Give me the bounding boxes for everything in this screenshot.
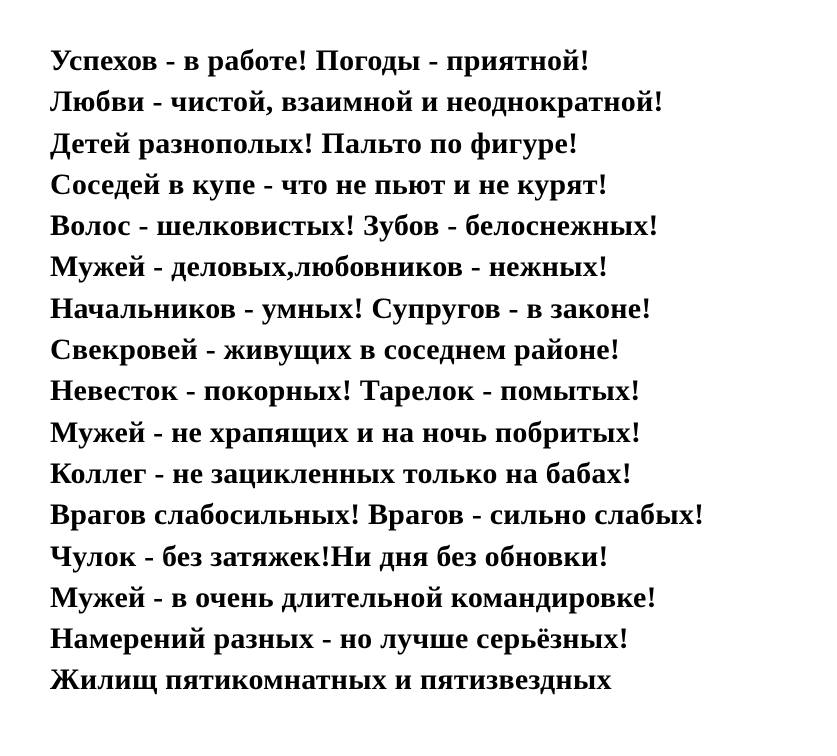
poem-line: Невесток - покорных! Тарелок - помытых! <box>50 374 641 408</box>
poem-line: Свекровей - живущих в соседнем районе! <box>50 333 621 367</box>
poem-line: Волос - шелковистых! Зубов - белоснежных! <box>50 209 659 243</box>
poem-line: Жилищ пятикомнатных и пятизвездных <box>50 663 612 697</box>
poem-line: Мужей - в очень длительной командировке! <box>50 580 657 614</box>
poem-line: Детей разнополых! Пальто по фигуре! <box>50 126 579 160</box>
poem-line: Намерений разных - но лучше серьёзных! <box>50 622 629 656</box>
poem-line: Врагов слабосильных! Врагов - сильно слабых! <box>50 498 705 532</box>
poem-line: Коллег - не зацикленных только на бабах! <box>50 456 632 490</box>
poem-line: Успехов - в работе! Погоды - приятной! <box>50 44 590 77</box>
poem-line: Чулок - без затяжек!Ни дня без обновки! <box>50 539 609 573</box>
poem-line: Соседей в купе - что не пьют и не курят! <box>50 167 608 201</box>
poem-line: Начальников - умных! Супругов - в законе! <box>50 291 652 325</box>
poem-line: Любви - чистой, взаимной и неоднократной! <box>50 85 664 119</box>
poem-text <box>50 40 704 701</box>
poem-line: Мужей - не храпящих и на ночь побритых! <box>50 415 642 449</box>
poem-line: Мужей - деловых,любовников - нежных! <box>50 250 609 284</box>
